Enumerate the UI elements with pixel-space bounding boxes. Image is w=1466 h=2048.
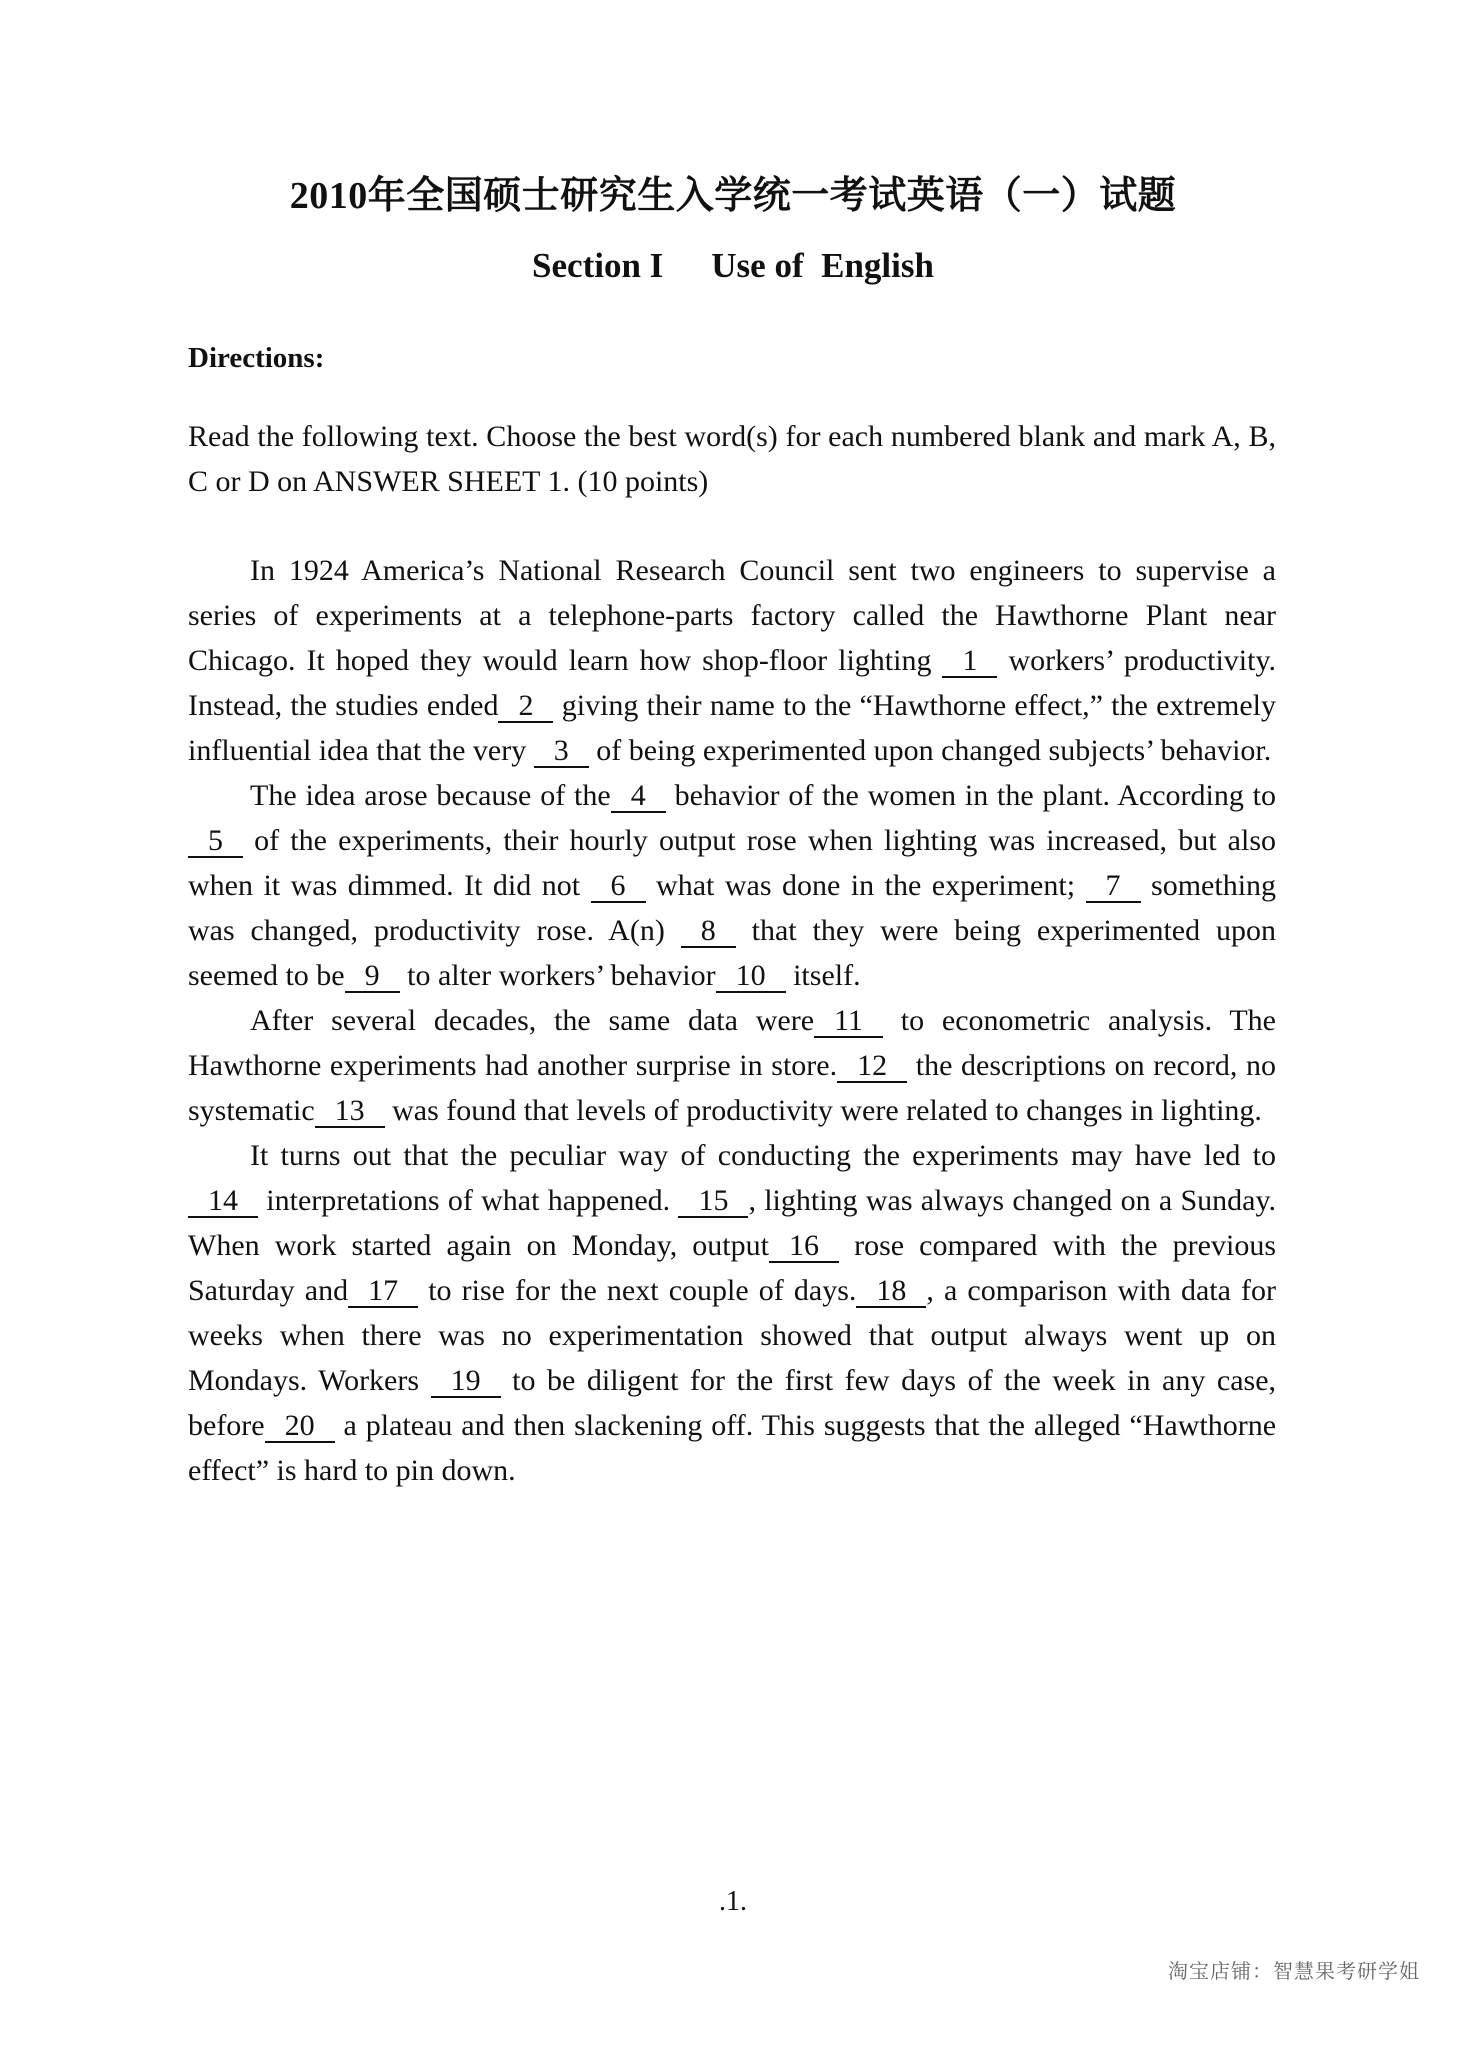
paragraph-text: In 1924 America’s National Research Council sent two engineers to supervise a series of experiments at a telephone-parts factory called the Hawthorne Plant near Chicago. It hoped they would learn how shop-floor lighting — [188, 554, 1276, 677]
paragraph-text: behavior of the women in the plant. According to — [674, 779, 1277, 812]
directions-label: Directions: — [188, 342, 325, 374]
paragraph-text: It turns out that the peculiar way of conducting the experiments may have led to — [250, 1139, 1276, 1172]
paragraph-text: itself. — [793, 959, 861, 992]
page-title: 2010年全国硕士研究生入学统一考试英语（一）试题 — [289, 175, 1177, 217]
section-part: Section I — [532, 246, 664, 285]
blank-7: 7 — [1086, 871, 1141, 903]
paragraph-text: , lighting was always changed on a Sunday. When work started again on Monday, output — [188, 1184, 1277, 1262]
blank-19: 19 — [431, 1366, 501, 1398]
paragraph-text: giving their name to the “Hawthorne effect,” the extremely influential idea that the very — [188, 689, 1277, 767]
paragraph-text: to rise for the next couple of days. — [428, 1274, 857, 1307]
blank-6: 6 — [591, 871, 646, 903]
blank-18: 18 — [856, 1276, 926, 1308]
blank-13: 13 — [315, 1096, 385, 1128]
paragraph-text: what was done in the experiment; — [656, 869, 1076, 902]
paragraph-text: interpretations of what happened. — [266, 1184, 671, 1217]
paragraph-text: to econometric analysis. The Hawthorne experiments had another surprise in store. — [188, 1004, 1277, 1082]
blank-5: 5 — [188, 826, 243, 858]
section-name: Use of English — [711, 246, 934, 285]
blank-11: 11 — [814, 1006, 883, 1038]
paragraph-text: something was changed, productivity rose. A(n) — [188, 869, 1277, 947]
paragraph-text: was found that levels of productivity were related to changes in lighting. — [392, 1094, 1262, 1127]
blank-20: 20 — [265, 1411, 335, 1443]
blank-3: 3 — [534, 736, 589, 768]
passage-paragraph-2 — [188, 773, 1276, 998]
blank-4: 4 — [611, 781, 666, 813]
blank-17: 17 — [348, 1276, 418, 1308]
blank-15: 15 — [678, 1186, 748, 1218]
blank-16: 16 — [769, 1231, 839, 1263]
paragraph-text: The idea arose because of the — [250, 779, 611, 812]
paragraph-text: , a comparison with data for weeks when there was no experimentation showed that output always went up on Mondays. Workers — [188, 1274, 1277, 1397]
passage-paragraph-1 — [188, 548, 1276, 773]
blank-12: 12 — [837, 1051, 907, 1083]
paragraph-text: to be diligent for the first few days of the week in any case, before — [188, 1364, 1277, 1442]
directions-text: Read the following text. Choose the best word(s) for each numbered blank and mark A, B, C or D on ANSWER SHEET 1. (10 points) — [188, 420, 1276, 498]
passage-paragraph-4 — [188, 1133, 1276, 1493]
blank-2: 2 — [498, 691, 553, 723]
paragraph-text: After several decades, the same data were — [250, 1004, 815, 1037]
paragraph-text: that they were being experimented upon seemed to be — [188, 914, 1277, 992]
paragraph-text: a plateau and then slackening off. This suggests that the alleged “Hawthorne effect” is hard to pin down. — [188, 1409, 1277, 1487]
blank-9: 9 — [345, 961, 400, 993]
section-heading — [0, 246, 1466, 286]
paragraph-text: of being experimented upon changed subjects’ behavior. — [596, 734, 1272, 767]
cloze-passage — [188, 548, 1276, 1493]
paragraph-text: rose compared with the previous Saturday and — [188, 1229, 1276, 1307]
passage-paragraph-3 — [188, 998, 1276, 1133]
paragraph-text: the descriptions on record, no systematic — [188, 1049, 1276, 1127]
page-number: .1. — [719, 1886, 747, 1917]
paragraph-text: to alter workers’ behavior — [407, 959, 716, 992]
paragraph-text: workers’ productivity. Instead, the studies ended — [188, 644, 1277, 722]
shop-watermark: 淘宝店铺：智慧果考研学姐 — [1168, 1959, 1420, 1983]
blank-1: 1 — [942, 646, 997, 678]
paragraph-text: of the experiments, their hourly output rose when lighting was increased, but also when it was dimmed. It did not — [188, 824, 1277, 902]
blank-10: 10 — [716, 961, 786, 993]
blank-8: 8 — [681, 916, 736, 948]
blank-14: 14 — [188, 1186, 258, 1218]
